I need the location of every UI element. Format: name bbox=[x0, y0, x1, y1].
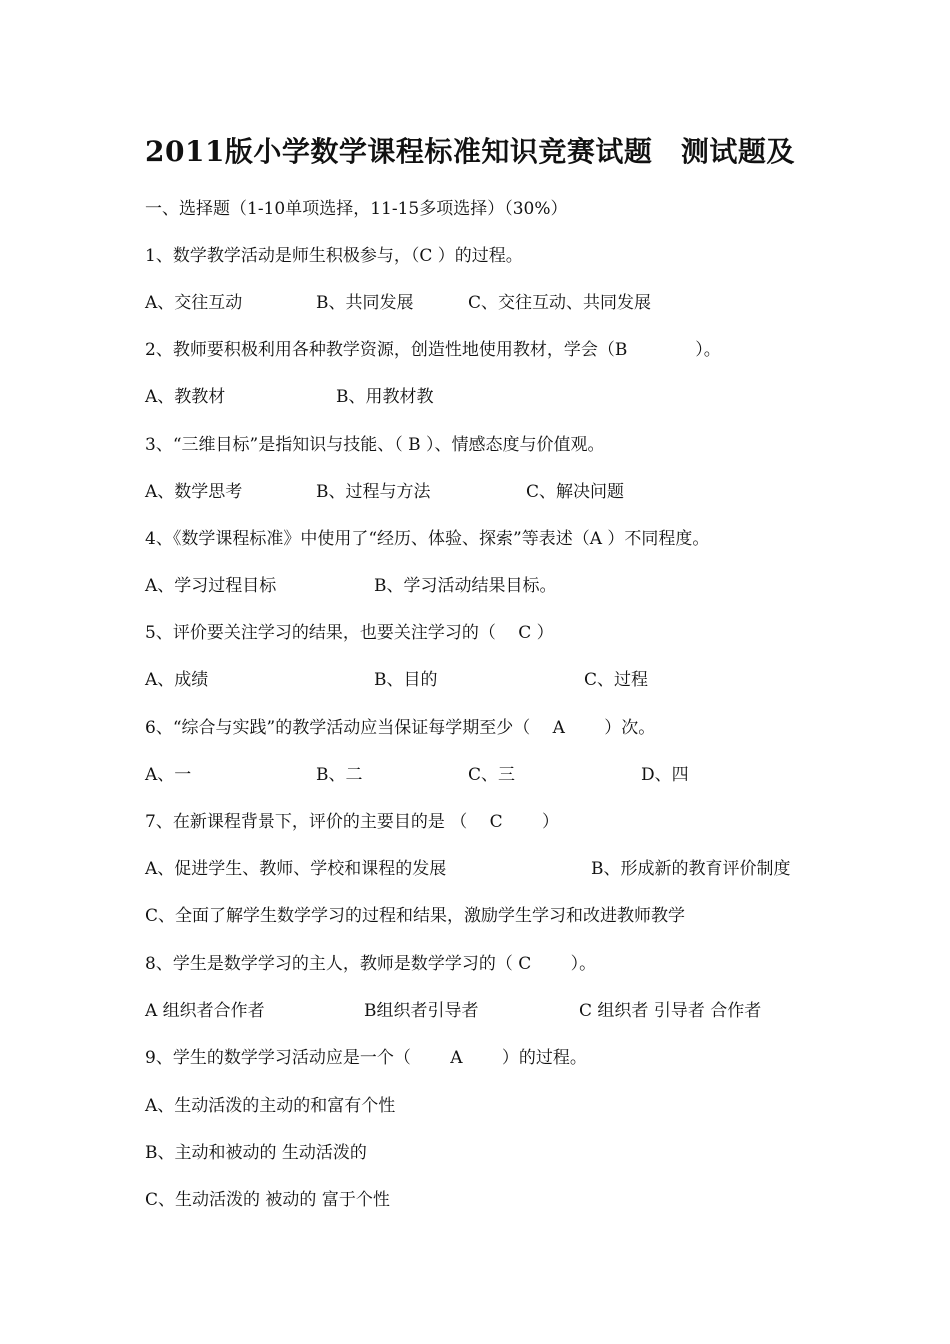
option-b: B、用教材教 bbox=[336, 387, 434, 407]
question-6 bbox=[145, 714, 656, 742]
option-b: B、形成新的教育评价制度 bbox=[591, 859, 791, 879]
question-text: 4、《数学课程标准》中使用了“经历、体验、探索”等表述（A ）不同程度。 bbox=[145, 529, 710, 549]
document-title: 2011版小学数学课程标准知识竞赛试题 测试题及 bbox=[145, 135, 795, 168]
question-text: 1、数学教学活动是师生积极参与，（C ）的过程。 bbox=[145, 246, 523, 266]
question-4 bbox=[145, 525, 710, 553]
option-a: A、生动活泼的主动的和富有个性 bbox=[145, 1096, 396, 1116]
question-1 bbox=[145, 242, 523, 270]
option-a: A 组织者合作者 bbox=[145, 1001, 265, 1021]
option-a: A、促进学生、教师、学校和课程的发展 bbox=[145, 859, 447, 879]
option-c: C、三 bbox=[468, 765, 516, 785]
option-c: C、过程 bbox=[584, 670, 649, 690]
question-4-options bbox=[145, 572, 557, 600]
option-c: C 组织者 引导者 合作者 bbox=[579, 1001, 762, 1021]
question-3-options bbox=[145, 478, 625, 506]
option-b: B、二 bbox=[316, 765, 363, 785]
question-text: 5、评价要关注学习的结果，也要关注学习的（ C ） bbox=[145, 623, 554, 643]
question-8 bbox=[145, 950, 597, 978]
question-6-options bbox=[145, 761, 689, 789]
question-text: 7、在新课程背景下，评价的主要目的是 （ C ） bbox=[145, 812, 560, 832]
option-b: B、目的 bbox=[374, 670, 438, 690]
option-b: B、主动和被动的 生动活泼的 bbox=[145, 1143, 367, 1163]
option-c: C、生动活泼的 被动的 富于个性 bbox=[145, 1190, 390, 1210]
option-a: A、一 bbox=[145, 765, 192, 785]
question-5-options bbox=[145, 666, 649, 694]
question-text: 3、“三维目标”是指知识与技能、（ B ）、情感态度与价值观。 bbox=[145, 435, 605, 455]
option-b: B、过程与方法 bbox=[316, 482, 431, 502]
option-c: C、交往互动、共同发展 bbox=[468, 293, 652, 313]
option-d: D、四 bbox=[641, 765, 689, 785]
question-3 bbox=[145, 431, 605, 459]
question-2 bbox=[145, 336, 721, 364]
option-a: A、成绩 bbox=[145, 670, 209, 690]
question-5 bbox=[145, 619, 554, 647]
option-a: A、教教材 bbox=[145, 387, 226, 407]
option-a: A、学习过程目标 bbox=[145, 576, 277, 596]
question-7-options bbox=[145, 855, 791, 883]
question-text: 2、教师要积极利用各种教学资源，创造性地使用教材，学会（B ）。 bbox=[145, 340, 721, 360]
question-7-option-c bbox=[145, 902, 686, 930]
question-1-options bbox=[145, 289, 652, 317]
question-text: 6、“综合与实践”的教学活动应当保证每学期至少（ A ）次。 bbox=[145, 718, 656, 738]
option-b: B、共同发展 bbox=[316, 293, 414, 313]
question-text: 9、学生的数学学习活动应是一个（ A ）的过程。 bbox=[145, 1048, 587, 1068]
option-a: A、数学思考 bbox=[145, 482, 243, 502]
option-c: C、全面了解学生数学学习的过程和结果，激励学生学习和改进教师教学 bbox=[145, 906, 686, 926]
option-a: A、交往互动 bbox=[145, 293, 243, 313]
question-7 bbox=[145, 808, 560, 836]
question-9 bbox=[145, 1044, 587, 1072]
option-c: C、解决问题 bbox=[526, 482, 625, 502]
option-b: B、学习活动结果目标。 bbox=[374, 576, 557, 596]
question-text: 8、学生是数学学习的主人，教师是数学学习的（ C ）。 bbox=[145, 954, 597, 974]
section-heading: 一、选择题（1-10单项选择，11-15多项选择）（30%） bbox=[145, 199, 568, 219]
question-9-option-b bbox=[145, 1139, 367, 1167]
question-9-option-a bbox=[145, 1092, 396, 1120]
question-9-option-c bbox=[145, 1186, 390, 1214]
option-b: B组织者引导者 bbox=[364, 1001, 479, 1021]
question-8-options bbox=[145, 997, 762, 1025]
question-2-options bbox=[145, 383, 434, 411]
